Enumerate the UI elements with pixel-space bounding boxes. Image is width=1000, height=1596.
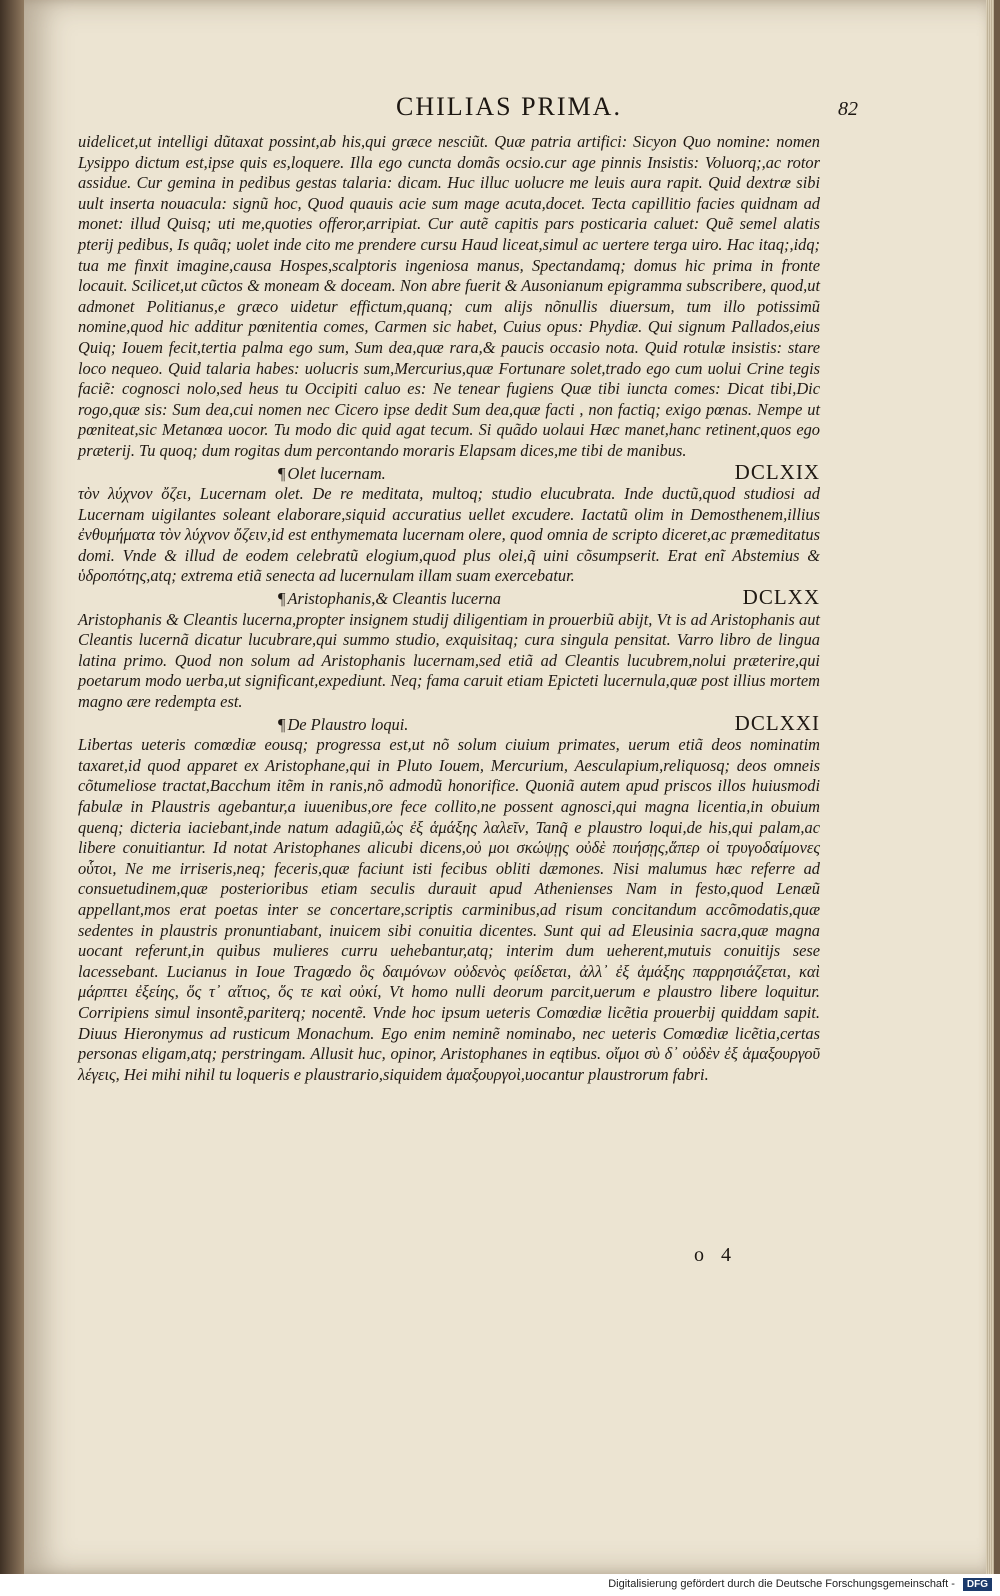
signature-mark: o 4 [694,1244,737,1266]
book-page [24,0,994,1574]
adage-title: Aristophanis,& Cleantis lucerna [287,589,501,609]
adage-number: DCLXIX [734,459,820,484]
pilcrow-icon: ¶ [278,463,286,483]
pilcrow-icon: ¶ [278,714,286,734]
digitization-footer [0,1574,1000,1596]
paragraph-continuation: uidelicet,ut intelligi dũtaxat possint,ab his,qui græce nesciũt. Quæ patria artifici: Sicyon Quo nomine: nomen Lysippo dictum est,ipse quis es,loquere. Illa ego cuncta domãs ocsio.cur age pinnis Insistis: Voluorq;,ac rotor assidue. Cur gemina in pedibus gestas talaria: dicam. Huc illuc uolucre me leuis aura rapit. Quid dextræ sibi uult inserta nouacula: signũ hoc, Quod quauis acie sum mage acuta,docet. Tecta capillitio facies quidnam ad monet: illud Quisq; uti me,quoties offeror,arripiat. Cur autẽ capitis pars posticaria caluet: Quẽ semel alatis pterij pedibus, Is quãq; uolet inde cito me prendere cursu Haud liceat,simul ac uertere terga uiro. Hac itaq;,idq; tua me finxit imagine,causa Hospes,scalptoris ingeniosa manus, Spectandamq; domus hic prima in fronte locauit. Scilicet,ut cũctos & moneam & doceam. Non abre fuerit & Ausonianum epigramma subscribere, quod,ut admonet Politianus,e græco uidetur effictum,quanq; cum alijs nõnullis diuersum, tum illo potissimũ nomine,quod hic additur pœnitentia comes, Carmen sic habet, Cuius opus: Phydiæ. Qui signum Pallados,eius Quiq; Iouem fecit,tertia palma ego sum, Sum dea,quæ rara,& paucis occasio nota. Quid rotulæ insistis: stare loco nequeo. Quid talaria habes: uolucris sum,Mercurius,quæ Fortunare solet,trado ego cum uolui Crine tegis faciẽ: cognosci nolo,sed heus tu Occipiti caluo es: Ne tenear fugiens Quæ tibi iuncta comes: Dicat tibi,Dic rogo,quæ sis: Sum dea,cui nomen nec Cicero ipse dedit Sum dea,quæ facti , non factiq; exigo pœnas. Nempe ut pœniteat,sic Metanœa uocor. Tu modo dic quid agat tecum. Si quãdo uolaui Hæc manet,hanc retinent,quos ego præterij. Tu quoq; dum rogitas dum percontando moraris Elapsam dices,me tibi de manibus. [78,132,820,460]
dfg-logo: DFG [963,1578,992,1591]
adage-text-671: Libertas ueteris comœdiæ eousq; progressa est,ut nõ solum ciuium primates, uerum etiã deos nominatim taxaret,id quod apparet ex Aristophane,qui in Pluto Iouem, Mercurium, Aesculapium,reliquosq; deos omneis cõtumeliose tractat,Bacchum itẽm in ranis,nõ admodũ honorifice. Quoniã autem apud priscos illos huiusmodi fabulæ in Plaustris agebantur,a iuuenibus,ore fece collito,ne possent agnosci,qui magna licentia,in obuium quenq; dicteria iaciebant,inde natum adagiũ,ὡς ἐξ ἁμάξης λαλεῖν, Tanq̃ e plaustro loqui,de his,qui palam,ac libere conuitiantur. Id notat Aristophanes alicubi dicens,οὐ μοι σκώψῃς οὐδὲ ποιήσῃς,ἅπερ οἱ τρυγοδαίμονες οὗτοι, Ne me irriseris,neq; feceris,quæ faciunt isti fecibus obliti dæmones. Nisi malumus hæc referre ad consuetudinem,quæ posterioribus etiam seculis durauit apud Athenienses Nam in festo,quod Lenæũ appellant,mos erat poetas inter se concertare,scriptis carminibus,ad risum concitandum accõmodatis,quæ sedentes in plaustris pronuntiabant, inuicem sibi conuitia dicentes. Sunt qui ad Eleusinia sacra,quæ magna uocant referunt,in quibus mulieres curru uehebantur,atq; interim dum ueherent,mutuis conuitijs sese lacessebant. Lucianus in Ioue Tragœdo ὃς δαιμόνων οὐδενὸς φείδεται, ἀλλ᾽ ἐξ ἁμάξης παρρησιάζεται, καὶ μάρπτει ἐξείης, ὅς τ᾽ αἴτιος, ὅς τε καὶ οὐκί, Vt homo nulli deorum parcit,uerum e plaustro libere loquitur. Corripiens simul insontẽ,pariterq; nocentẽ. Vnde hoc ipsum ueteris Comœdiæ licẽtia prouerbij quiddam sapit. Diuus Hieronymus ad rusticum Monachum. Ego enim neminẽ nominabo, nec ueteris Comœdiæ licẽtia,certas personas eligam,atq; perstringam. Allusit huc, opinor, Aristophanes in eqtibus. οἴμοι σὺ δ᾽ οὐδὲν ἐξ ἁμαξουργοῦ λέγεις, Hei mihi nihil tu loqueris e plaustrario,siquidem ἁμαξουργοὶ,uocantur plaustrorum fabri. [78,735,820,1084]
adage-text-669: τὸν λύχνον ὄζει, Lucernam olet. De re meditata, multoq; studio elucubrata. Inde ductũ,quod studiosi ad Lucernam uigilantes soleant elaborare,siquid accuratius uellet excudere. Iactatũ olim in Demosthenem,illius ἐνθυμήματα τὸν λύχνον ὄζειν,id est enthymemata lucernam olere, quod omnia de scripto diceret,ac præmeditatus domi. Vnde & illud de eodem celebratũ elogium,quod plus olei,q̃ uini cõsumpserit. Erat enĩ Abstemius & ὑδροπότης,atq; extrema etiã senecta ad lucernulam illam suam exercebatur. [78,484,820,586]
adage-text-670: Aristophanis & Cleantis lucerna,propter insignem studij diligentiam in prouerbiũ abijt, Vt is ad Aristophanis aut Cleantis lucernã dicatur lucubrare,qui summo studio, exquisitaq; cura singula pensitat. Varro libro de lingua latina primo. Quod non solum ad Aristophanis lucernam,sed etiã ad Cleantis lucubrem,nolui præterire,qui poetarum modo uerba,ut significant,expediunt. Neq; fama caruit etiam Epicteti lucernula,quæ post illius mortem magno ære redempta est. [78,609,820,712]
adage-heading-671 [78,710,820,736]
page-number: 82 [838,98,858,120]
adage-title: De Plaustro loqui. [287,714,409,734]
running-head: CHILIAS PRIMA. [396,92,622,121]
main-text-block [78,132,820,1085]
adage-number: DCLXX [742,585,820,610]
adage-number: DCLXXI [734,710,820,735]
page-edge [986,0,994,1574]
adage-heading-669 [78,459,820,485]
footer-credit: Digitalisierung gefördert durch die Deutsche Forschungsgemeinschaft - [608,1578,955,1590]
adage-title: Olet lucernam. [287,463,386,483]
adage-heading-670 [78,587,820,610]
pilcrow-icon: ¶ [278,589,286,609]
